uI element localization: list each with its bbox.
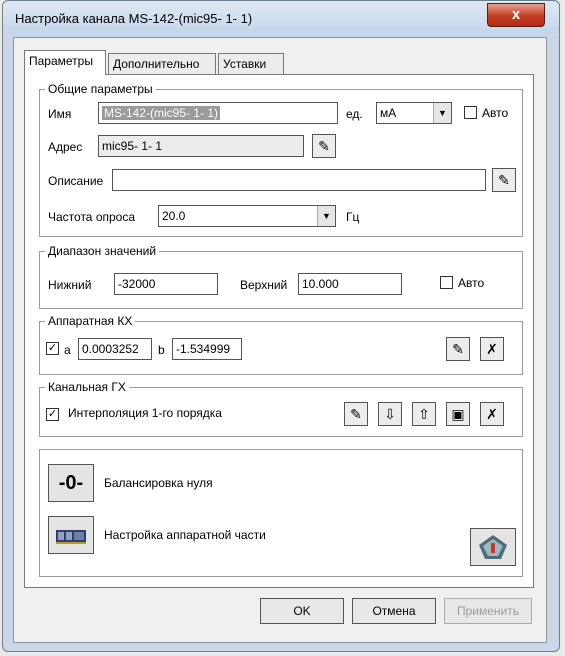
frequency-value: 20.0 [162, 209, 186, 223]
channel-export-button[interactable] [412, 402, 436, 426]
range-auto-checkbox[interactable] [440, 276, 453, 289]
channel-group-title: Канальная ГХ [45, 380, 129, 394]
interpolation-label: Интерполяция 1-го порядка [68, 406, 222, 420]
high-label: Верхний [240, 278, 288, 292]
edit-icon: ✎ [350, 406, 362, 422]
edit-icon: ✎ [498, 172, 510, 188]
unit-dropdown-icon[interactable]: ▼ [433, 103, 451, 123]
channel-clear-button[interactable] [480, 402, 504, 426]
window-title: Настройка канала MS-142-(mic95- 1- 1) [15, 11, 253, 26]
b-field[interactable]: -1.534999 [172, 338, 242, 360]
range-auto-label: Авто [458, 276, 485, 290]
tab-additional[interactable]: Дополнительно [108, 53, 216, 74]
general-group [39, 82, 523, 237]
address-label: Адрес [48, 140, 83, 154]
close-button[interactable]: x [487, 3, 545, 27]
hardware-board-icon [54, 524, 88, 546]
low-field[interactable]: -32000 [114, 273, 218, 295]
hardware-setup-label: Настройка аппаратной части [104, 528, 266, 542]
frequency-unit: Гц [346, 210, 360, 224]
export-icon: ⇧ [418, 406, 430, 422]
low-label: Нижний [48, 278, 92, 292]
name-label: Имя [48, 107, 72, 121]
clear-icon: ✗ [486, 341, 498, 357]
a-field[interactable]: 0.0003252 [78, 338, 152, 360]
hw-edit-button[interactable] [446, 337, 470, 361]
import-icon: ⇩ [384, 406, 396, 422]
hardware-setup-button[interactable] [48, 516, 94, 554]
channel-save-button[interactable] [446, 402, 470, 426]
description-field[interactable] [112, 169, 486, 191]
apply-button[interactable]: Применить [444, 598, 532, 624]
actions-group [39, 449, 523, 577]
frequency-select[interactable] [158, 205, 336, 227]
edit-icon: ✎ [318, 138, 330, 154]
hw-clear-button[interactable] [480, 337, 504, 361]
range-group [39, 244, 523, 309]
a-label: a [64, 343, 71, 357]
clear-icon: ✗ [486, 406, 498, 422]
title-bar[interactable] [3, 1, 559, 33]
channel-group [39, 380, 523, 437]
address-field[interactable]: mic95- 1- 1 [98, 135, 304, 157]
dialog-client [13, 37, 547, 643]
high-field[interactable]: 10.000 [298, 273, 402, 295]
save-icon: ▣ [451, 406, 465, 422]
hw-group-title: Аппаратная КХ [45, 314, 135, 328]
hw-group [39, 314, 523, 375]
unit-value: мА [380, 106, 397, 120]
frequency-label: Частота опроса [48, 210, 136, 224]
tab-parameters[interactable]: Параметры [24, 50, 106, 75]
network-icon [477, 533, 509, 561]
unit-label: ед. [346, 107, 363, 121]
range-group-title: Диапазон значений [45, 244, 159, 258]
description-label: Описание [48, 174, 104, 188]
description-edit-button[interactable] [492, 168, 516, 192]
address-edit-button[interactable] [312, 134, 336, 158]
connection-settings-button[interactable] [470, 528, 516, 566]
name-value: MS-142-(mic95- 1- 1) [104, 106, 219, 120]
unit-select[interactable] [376, 102, 452, 124]
tab-setpoints[interactable]: Уставки [218, 53, 284, 74]
frequency-dropdown-icon[interactable]: ▼ [317, 206, 335, 226]
general-group-title: Общие параметры [45, 82, 156, 96]
interpolation-checkbox[interactable]: ✓ [47, 408, 58, 420]
name-field[interactable] [98, 102, 338, 124]
channel-import-button[interactable] [378, 402, 402, 426]
unit-auto-checkbox[interactable] [464, 106, 477, 119]
edit-icon: ✎ [452, 341, 464, 357]
zero-balance-label: Балансировка нуля [104, 476, 213, 490]
cancel-button[interactable]: Отмена [352, 598, 436, 624]
dialog-window [2, 0, 560, 652]
zero-balance-icon: -0- [58, 472, 84, 494]
zero-balance-button[interactable] [48, 464, 94, 502]
parameters-panel [24, 74, 534, 588]
ok-button[interactable]: OK [260, 598, 344, 624]
channel-edit-button[interactable] [344, 402, 368, 426]
hw-enable-checkbox[interactable]: ✓ [47, 342, 58, 354]
unit-auto-label: Авто [482, 106, 509, 120]
b-label: b [158, 343, 165, 357]
